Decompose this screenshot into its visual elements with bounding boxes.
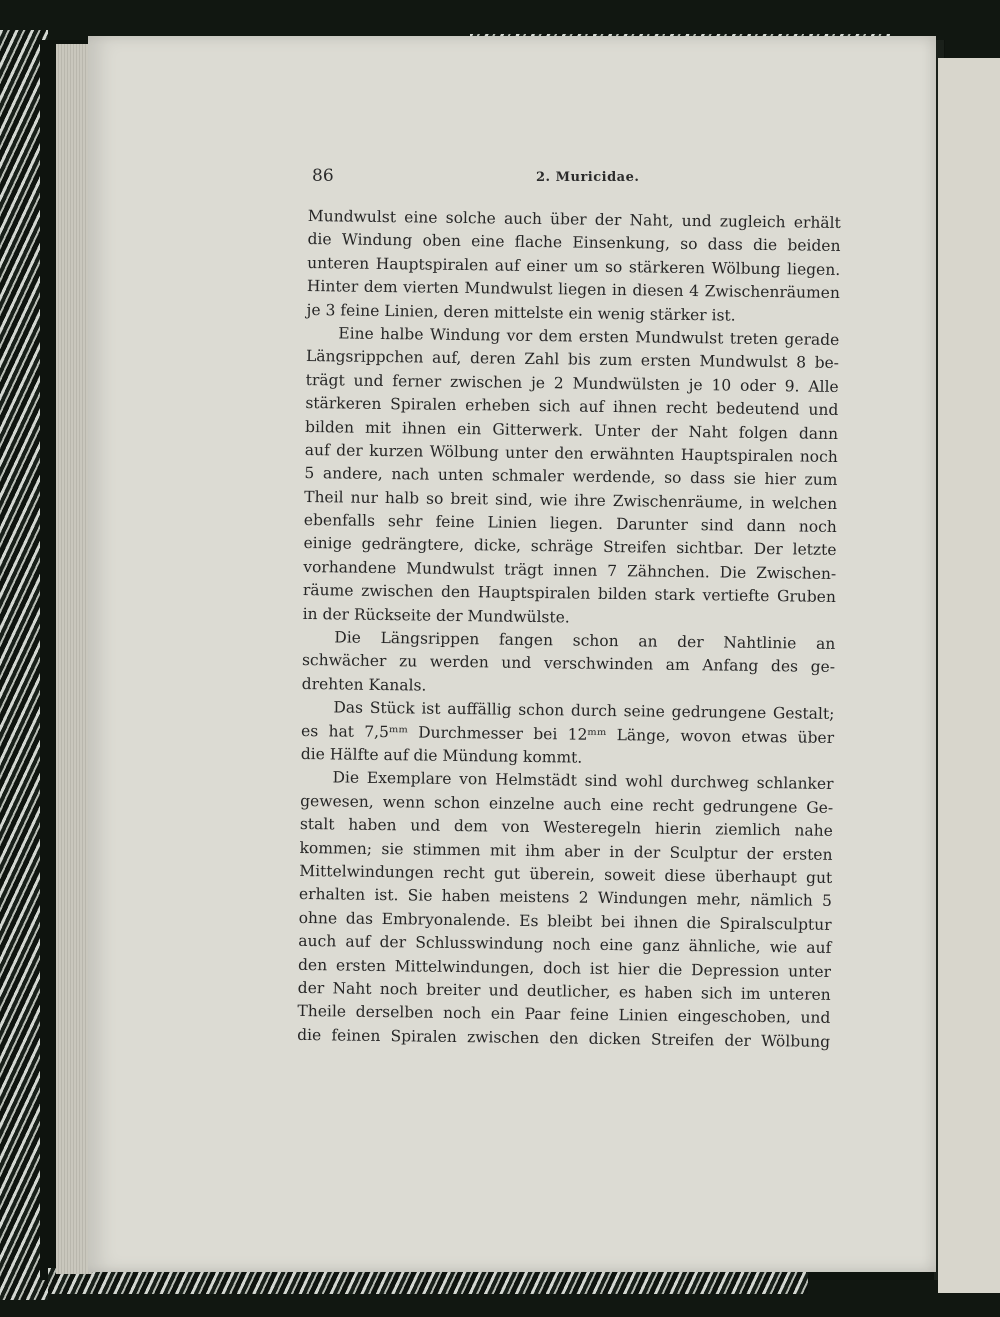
text-line: die Windung oben eine flache Einsenkung, so dass die beiden bbox=[307, 230, 841, 256]
text-line: räume zwischen den Hauptspiralen bilden stark vertiefte Gruben bbox=[302, 581, 837, 607]
text-line: drehten Kanals. bbox=[301, 674, 427, 695]
text-line: je 3 feine Linien, deren mittelste ein wenig stärker ist. bbox=[306, 300, 736, 325]
text-line: Theil nur halb so breit sind, wie ihre Zwischenräume, in welchen bbox=[304, 487, 838, 513]
page-number: 86 bbox=[312, 166, 334, 186]
text-line: stalt haben und dem von Westeregeln hierin ziemlich nahe bbox=[299, 815, 833, 841]
text-line: Das Stück ist auffällig schon durch seine gedrungene Gestalt; bbox=[333, 698, 835, 724]
text-line: stärkeren Spiralen erheben sich auf ihnen recht bedeutend und bbox=[305, 394, 839, 420]
facing-page-edge bbox=[938, 58, 1000, 1293]
text-line: ebenfalls sehr feine Linien liegen. Darunter sind dann noch bbox=[303, 511, 837, 537]
text-line: bilden mit ihnen ein Gitterwerk. Unter der Naht folgen dann bbox=[304, 417, 839, 443]
text-line: gewesen, wenn schon einzelne auch eine recht gedrungene Ge- bbox=[300, 791, 834, 817]
text-line: trägt und ferner zwischen je 2 Mundwülsten je 10 oder 9. Alle bbox=[305, 370, 839, 396]
text-line: kommen; sie stimmen mit ihm aber in der Sculptur der ersten bbox=[299, 838, 833, 864]
text-line: Die Längsrippen fangen schon an der Nahtlinie an bbox=[334, 628, 836, 653]
text-line: die feinen Spiralen zwischen den dicken Streifen der Wölbung bbox=[297, 1025, 831, 1051]
text-line: den ersten Mittelwindungen, doch ist hier die Depression unter bbox=[297, 955, 832, 981]
page-header bbox=[312, 166, 840, 192]
text-line: einige gedrängtere, dicke, schräge Streifen sichtbar. Der letzte bbox=[303, 534, 837, 560]
text-line: Theile derselben noch ein Paar feine Linien eingeschoben, und bbox=[297, 1002, 831, 1028]
text-line: der Naht noch breiter und deutlicher, es haben sich im unteren bbox=[297, 978, 831, 1004]
text-line: Eine halbe Windung vor dem ersten Mundwulst treten gerade bbox=[338, 324, 840, 349]
text-line: unteren Hauptspiralen auf einer um so stärkeren Wölbung liegen. bbox=[307, 253, 841, 279]
text-line: Mundwulst eine solche auch über der Naht, und zugleich erhält bbox=[307, 206, 841, 232]
text-line: vorhandene Mundwulst trägt innen 7 Zähnchen. Die Zwischen- bbox=[303, 557, 837, 583]
text-line: Hinter dem vierten Mundwulst liegen in diesen 4 Zwischenräumen bbox=[306, 277, 841, 303]
running-head: 2. Muricidae. bbox=[536, 170, 640, 185]
text-line: ohne das Embryonalende. Es bleibt bei ihnen die Spiralsculptur bbox=[298, 908, 832, 934]
body-text bbox=[297, 205, 841, 1054]
text-line: die Hälfte auf die Mündung kommt. bbox=[300, 744, 583, 767]
text-line: Mittelwindungen recht gut überein, soweit diese überhaupt gut bbox=[299, 861, 833, 887]
text-line: in der Rückseite der Mundwülste. bbox=[302, 604, 570, 627]
text-line: 5 andere, nach unten schmaler werdende, so dass sie hier zum bbox=[304, 464, 838, 490]
text-line: Längsrippchen auf, deren Zahl bis zum ersten Mundwulst 8 be- bbox=[305, 347, 840, 373]
text-line: auch auf der Schlusswindung noch eine ganz ähnliche, wie auf bbox=[298, 932, 832, 958]
text-line: es hat 7,5ᵐᵐ Durchmesser bei 12ᵐᵐ Länge, wovon etwas über bbox=[301, 721, 835, 747]
text-line: schwächer zu werden und verschwinden am Anfang des ge- bbox=[301, 651, 836, 677]
text-line: erhalten ist. Sie haben meistens 2 Windungen mehr, nämlich 5 bbox=[298, 885, 833, 911]
page-stack-edge bbox=[56, 44, 92, 1274]
text-line: auf der kurzen Wölbung unter den erwähnten Hauptspiralen noch bbox=[304, 440, 838, 466]
text-line: Die Exemplare von Helmstädt sind wohl durchweg schlanker bbox=[332, 768, 834, 794]
